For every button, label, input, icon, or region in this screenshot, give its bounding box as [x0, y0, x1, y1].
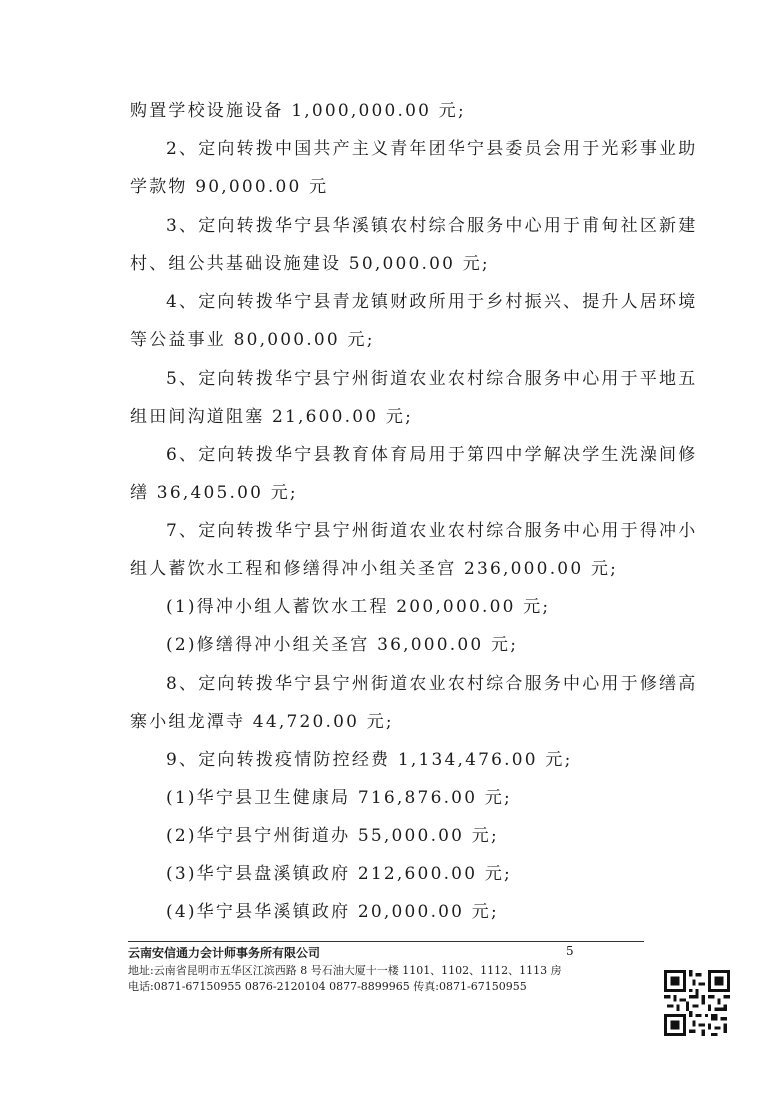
body-line: 村、组公共基础设施建设 50,000.00 元; [130, 254, 490, 274]
body-line: 购置学校设施设备 1,000,000.00 元; [130, 101, 466, 121]
firm-phone: 电话:0871-67150955 0876-2120104 0877-8899965 传真:0871-67150955 [128, 980, 527, 993]
item-9-line: 9、定向转拨疫情防控经费 1,134,476.00 元; [166, 750, 573, 770]
body-line: 组人蓄饮水工程和修缮得冲小组关圣宫 236,000.00 元; [130, 559, 619, 579]
qr-code-icon [664, 970, 730, 1036]
page-number: 5 [566, 944, 574, 958]
firm-address: 地址:云南省昆明市五华区江滨西路 8 号石油大厦十一楼 1101、1102、1112、1113 房 [128, 964, 562, 977]
item-6-line: 6、定向转拨华宁县教育体育局用于第四中学解决学生洗澡间修 [166, 445, 698, 465]
subitem-line: (1)得冲小组人蓄饮水工程 200,000.00 元; [166, 597, 551, 617]
subitem-line: (3)华宁县盘溪镇政府 212,600.00 元; [166, 864, 512, 884]
body-line: 寨小组龙潭寺 44,720.00 元; [130, 712, 394, 732]
body-line: 学款物 90,000.00 元 [130, 177, 329, 197]
item-3-line: 3、定向转拨华宁县华溪镇农村综合服务中心用于甫甸社区新建 [166, 216, 698, 236]
subitem-line: (4)华宁县华溪镇政府 20,000.00 元; [166, 902, 499, 922]
firm-name: 云南安信通力会计师事务所有限公司 [128, 946, 321, 960]
item-7-line: 7、定向转拨华宁县宁州街道农业农村综合服务中心用于得冲小 [166, 521, 698, 541]
item-4-line: 4、定向转拨华宁县青龙镇财政所用于乡村振兴、提升人居环境 [166, 292, 698, 312]
body-line: 等公益事业 80,000.00 元; [130, 330, 375, 350]
body-line: 缮 36,405.00 元; [130, 483, 298, 503]
subitem-line: (2)华宁县宁州街道办 55,000.00 元; [166, 826, 499, 846]
subitem-line: (2)修缮得冲小组关圣宫 36,000.00 元; [166, 635, 519, 655]
footer-divider [128, 941, 644, 942]
item-8-line: 8、定向转拨华宁县宁州街道农业农村综合服务中心用于修缮高 [166, 674, 698, 694]
item-5-line: 5、定向转拨华宁县宁州街道农业农村综合服务中心用于平地五 [166, 369, 698, 389]
item-2-line: 2、定向转拨中国共产主义青年团华宁县委员会用于光彩事业助 [166, 139, 698, 159]
body-line: 组田间沟道阻塞 21,600.00 元; [130, 407, 414, 427]
subitem-line: (1)华宁县卫生健康局 716,876.00 元; [166, 788, 512, 808]
